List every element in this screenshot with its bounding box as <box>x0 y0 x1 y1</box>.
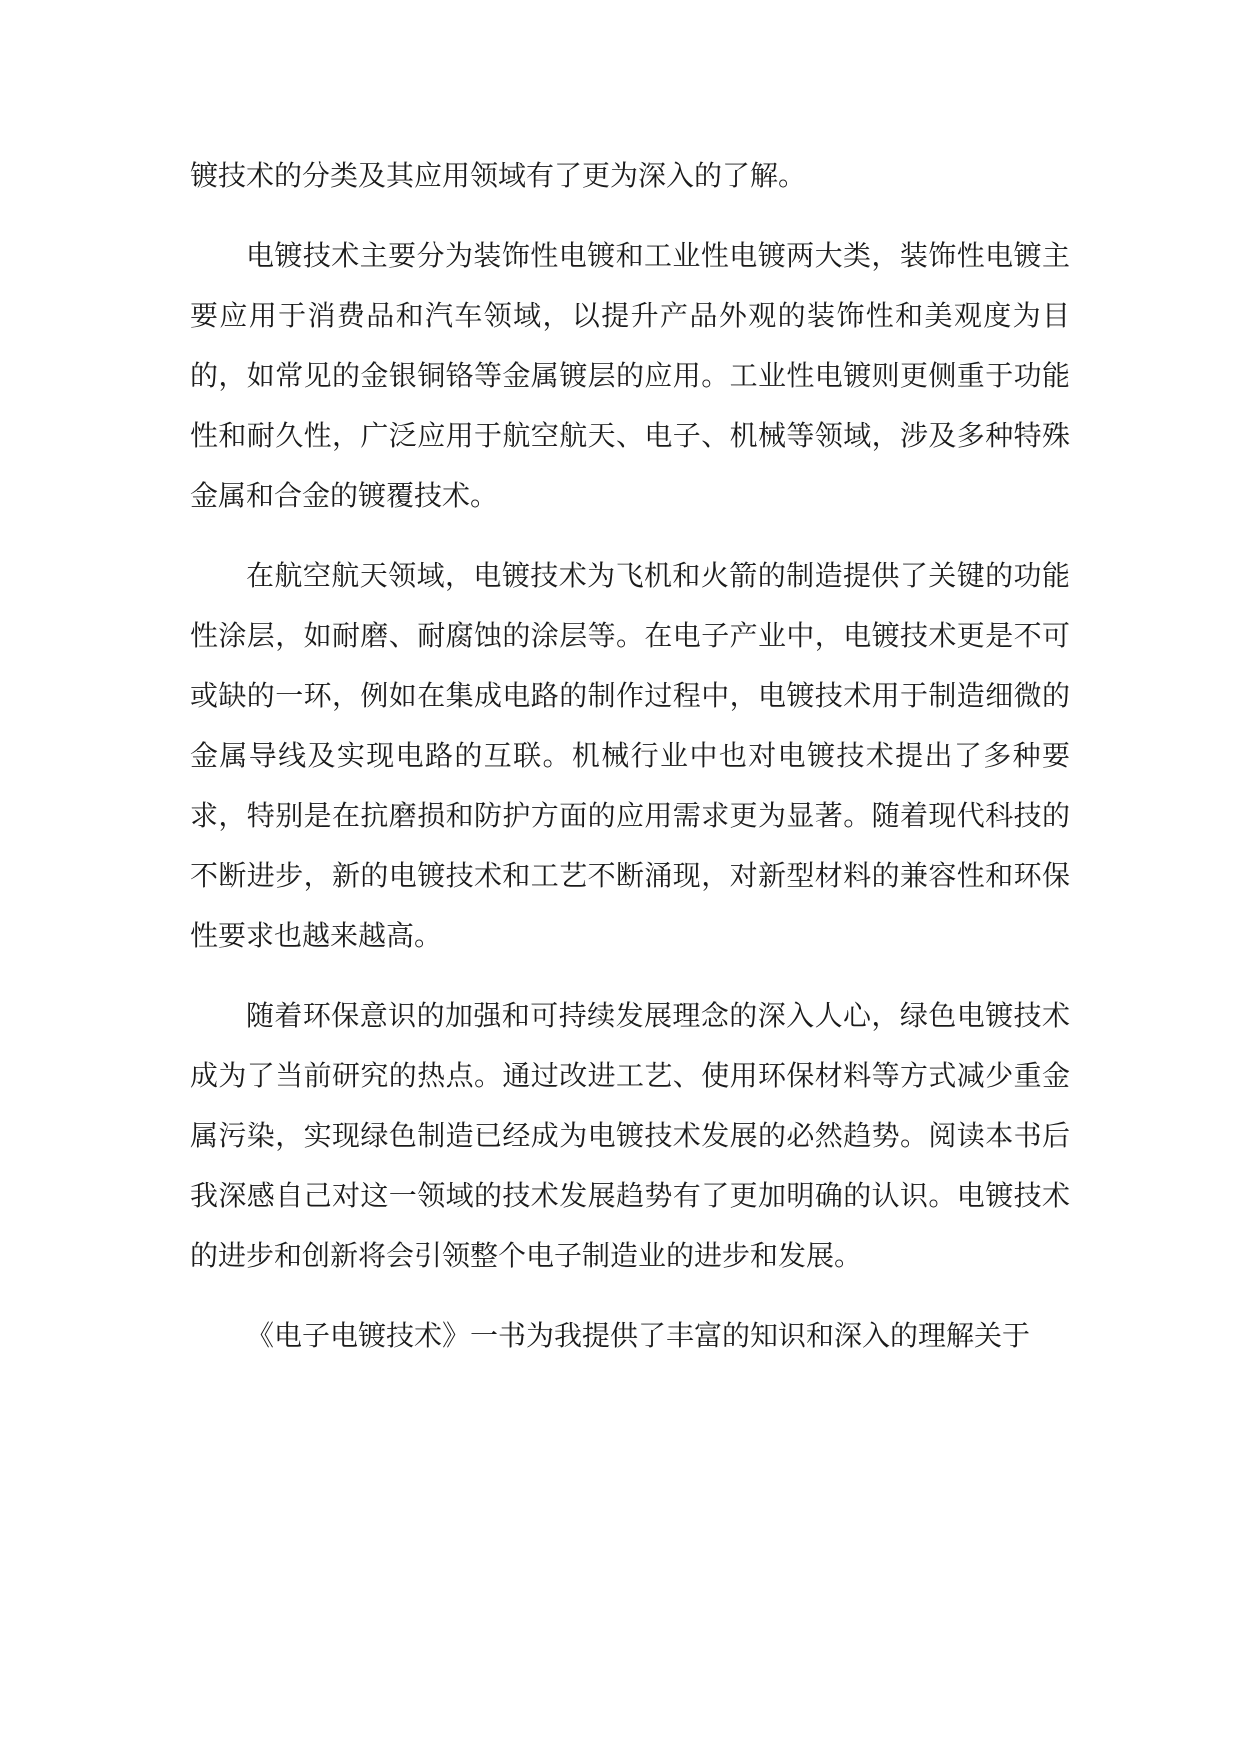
paragraph-1: 镀技术的分类及其应用领域有了更为深入的了解。 <box>190 159 807 192</box>
paragraph-3: 在航空航天领域，电镀技术为飞机和火箭的制造提供了关键的功能性涂层，如耐磨、耐腐蚀的涂层等。在电子产业中，电镀技术更是不可或缺的一环，例如在集成电路的制作过程中，电镀技术用于制造细微的金属导线及实现电路的互联。机械行业中也对电镀技术提出了多种要求，特别是在抗磨损和防护方面的应用需求更为显著。随着现代科技的不断进步，新的电镀技术和工艺不断涌现，对新型材料的兼容性和环保性要求也越来越高。 <box>190 559 1070 952</box>
paragraph-2: 电镀技术主要分为装饰性电镀和工业性电镀两大类，装饰性电镀主要应用于消费品和汽车领域，以提升产品外观的装饰性和美观度为目的，如常见的金银铜铬等金属镀层的应用。工业性电镀则更侧重于功能性和耐久性，广泛应用于航空航天、电子、机械等领域，涉及多种特殊金属和合金的镀覆技术。 <box>190 239 1070 512</box>
paragraph-5: 《电子电镀技术》一书为我提供了丰富的知识和深入的理解关于 <box>246 1319 1031 1352</box>
paragraph-4: 随着环保意识的加强和可持续发展理念的深入人心，绿色电镀技术成为了当前研究的热点。通过改进工艺、使用环保材料等方式减少重金属污染，实现绿色制造已经成为电镀技术发展的必然趋势。阅读本书后我深感自己对这一领域的技术发展趋势有了更加明确的认识。电镀技术的进步和创新将会引领整个电子制造业的进步和发展。 <box>190 999 1070 1272</box>
document-body <box>190 146 1070 1386</box>
